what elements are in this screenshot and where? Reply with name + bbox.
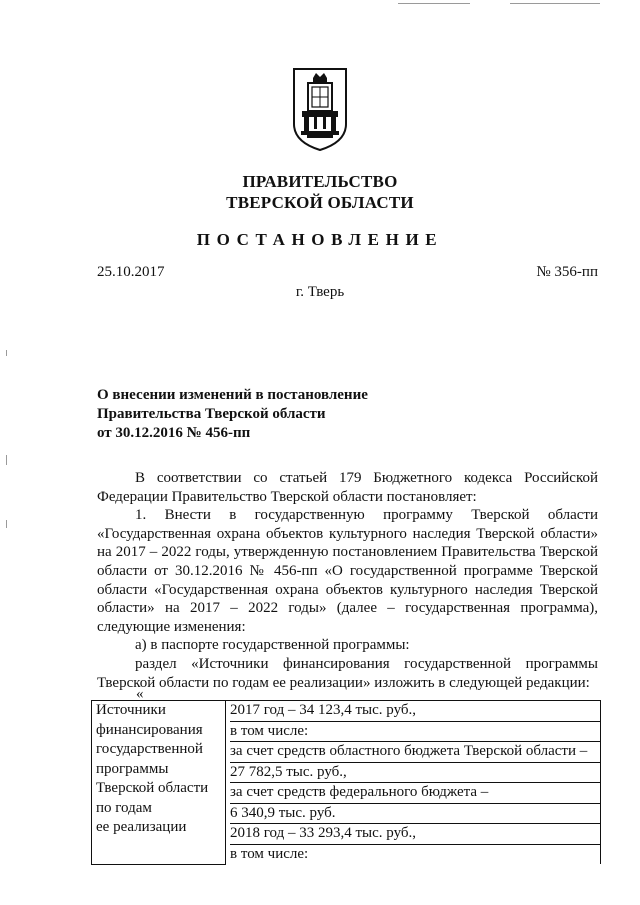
document-city: г. Тверь	[295, 284, 345, 300]
document-body	[97, 469, 598, 692]
value-line: в том числе:	[230, 845, 309, 862]
subject-line: Правительства Тверской области	[97, 406, 326, 422]
document-subject	[97, 386, 427, 443]
scan-artifact	[510, 3, 600, 4]
body-paragraph: а) в паспорте государственной программы:	[135, 637, 410, 654]
opening-quote: «	[136, 686, 144, 702]
body-paragraph: 1. Внести в государственную программу Тверской области «Государственная охрана объектов культурного наследия Тверской области» на 2017 – 2022 годы, утвержденную постановлением Правительства Тверской области от 30.12.2016 № 456-пп «О государственной программе Тверской области «Государственная охрана объектов культурного наследия Тверской области» на 2017 – 2022 годы» (далее – государственная программа), следующие изменения:	[97, 507, 598, 635]
scan-artifact	[6, 455, 7, 465]
value-line: 2018 год – 33 293,4 тыс. руб.,	[230, 824, 600, 845]
scan-artifact	[6, 350, 7, 356]
label-line: Источники	[96, 702, 166, 718]
funding-sources-table	[91, 700, 601, 865]
tver-coat-of-arms-icon	[291, 66, 349, 152]
value-line: 2017 год – 34 123,4 тыс. руб.,	[230, 701, 600, 722]
value-line: 27 782,5 тыс. руб.,	[230, 763, 600, 784]
label-line: ее реализации	[96, 819, 187, 835]
value-line: в том числе:	[230, 722, 600, 743]
value-line: за счет средств областного бюджета Тверской области –	[230, 742, 600, 763]
scan-artifact	[398, 3, 470, 4]
scan-artifact	[6, 520, 7, 528]
document-type: ПОСТАНОВЛЕНИЕ	[196, 230, 444, 249]
table-row	[92, 701, 601, 865]
label-line: финансирования	[96, 721, 203, 738]
label-line: по годам	[96, 799, 152, 816]
value-line: 6 340,9 тыс. руб.	[230, 804, 600, 825]
org-name-line1: ПРАВИТЕЛЬСТВО	[242, 172, 398, 191]
label-line: государственной	[96, 741, 203, 757]
org-name-line2: ТВЕРСКОЙ ОБЛАСТИ	[226, 193, 414, 212]
label-line: Тверской области	[96, 780, 209, 796]
body-paragraph: В соответствии со статьей 179 Бюджетного кодекса Российской Федерации Правительство Тверской области постановляет:	[97, 470, 598, 505]
table-cell-values	[226, 701, 601, 865]
subject-line: О внесении изменений в постановление	[97, 387, 368, 403]
subject-line: от 30.12.2016 № 456-пп	[97, 425, 251, 441]
label-line: программы	[96, 760, 169, 777]
body-paragraph: раздел «Источники финансирования государственной программы Тверской области по годам ее реализации» изложить в следующей редакции:	[97, 655, 598, 691]
document-number: № 356-пп	[536, 264, 598, 280]
document-date: 25.10.2017	[97, 264, 165, 280]
table-cell-label	[92, 701, 226, 865]
value-line: за счет средств федерального бюджета –	[230, 783, 600, 804]
